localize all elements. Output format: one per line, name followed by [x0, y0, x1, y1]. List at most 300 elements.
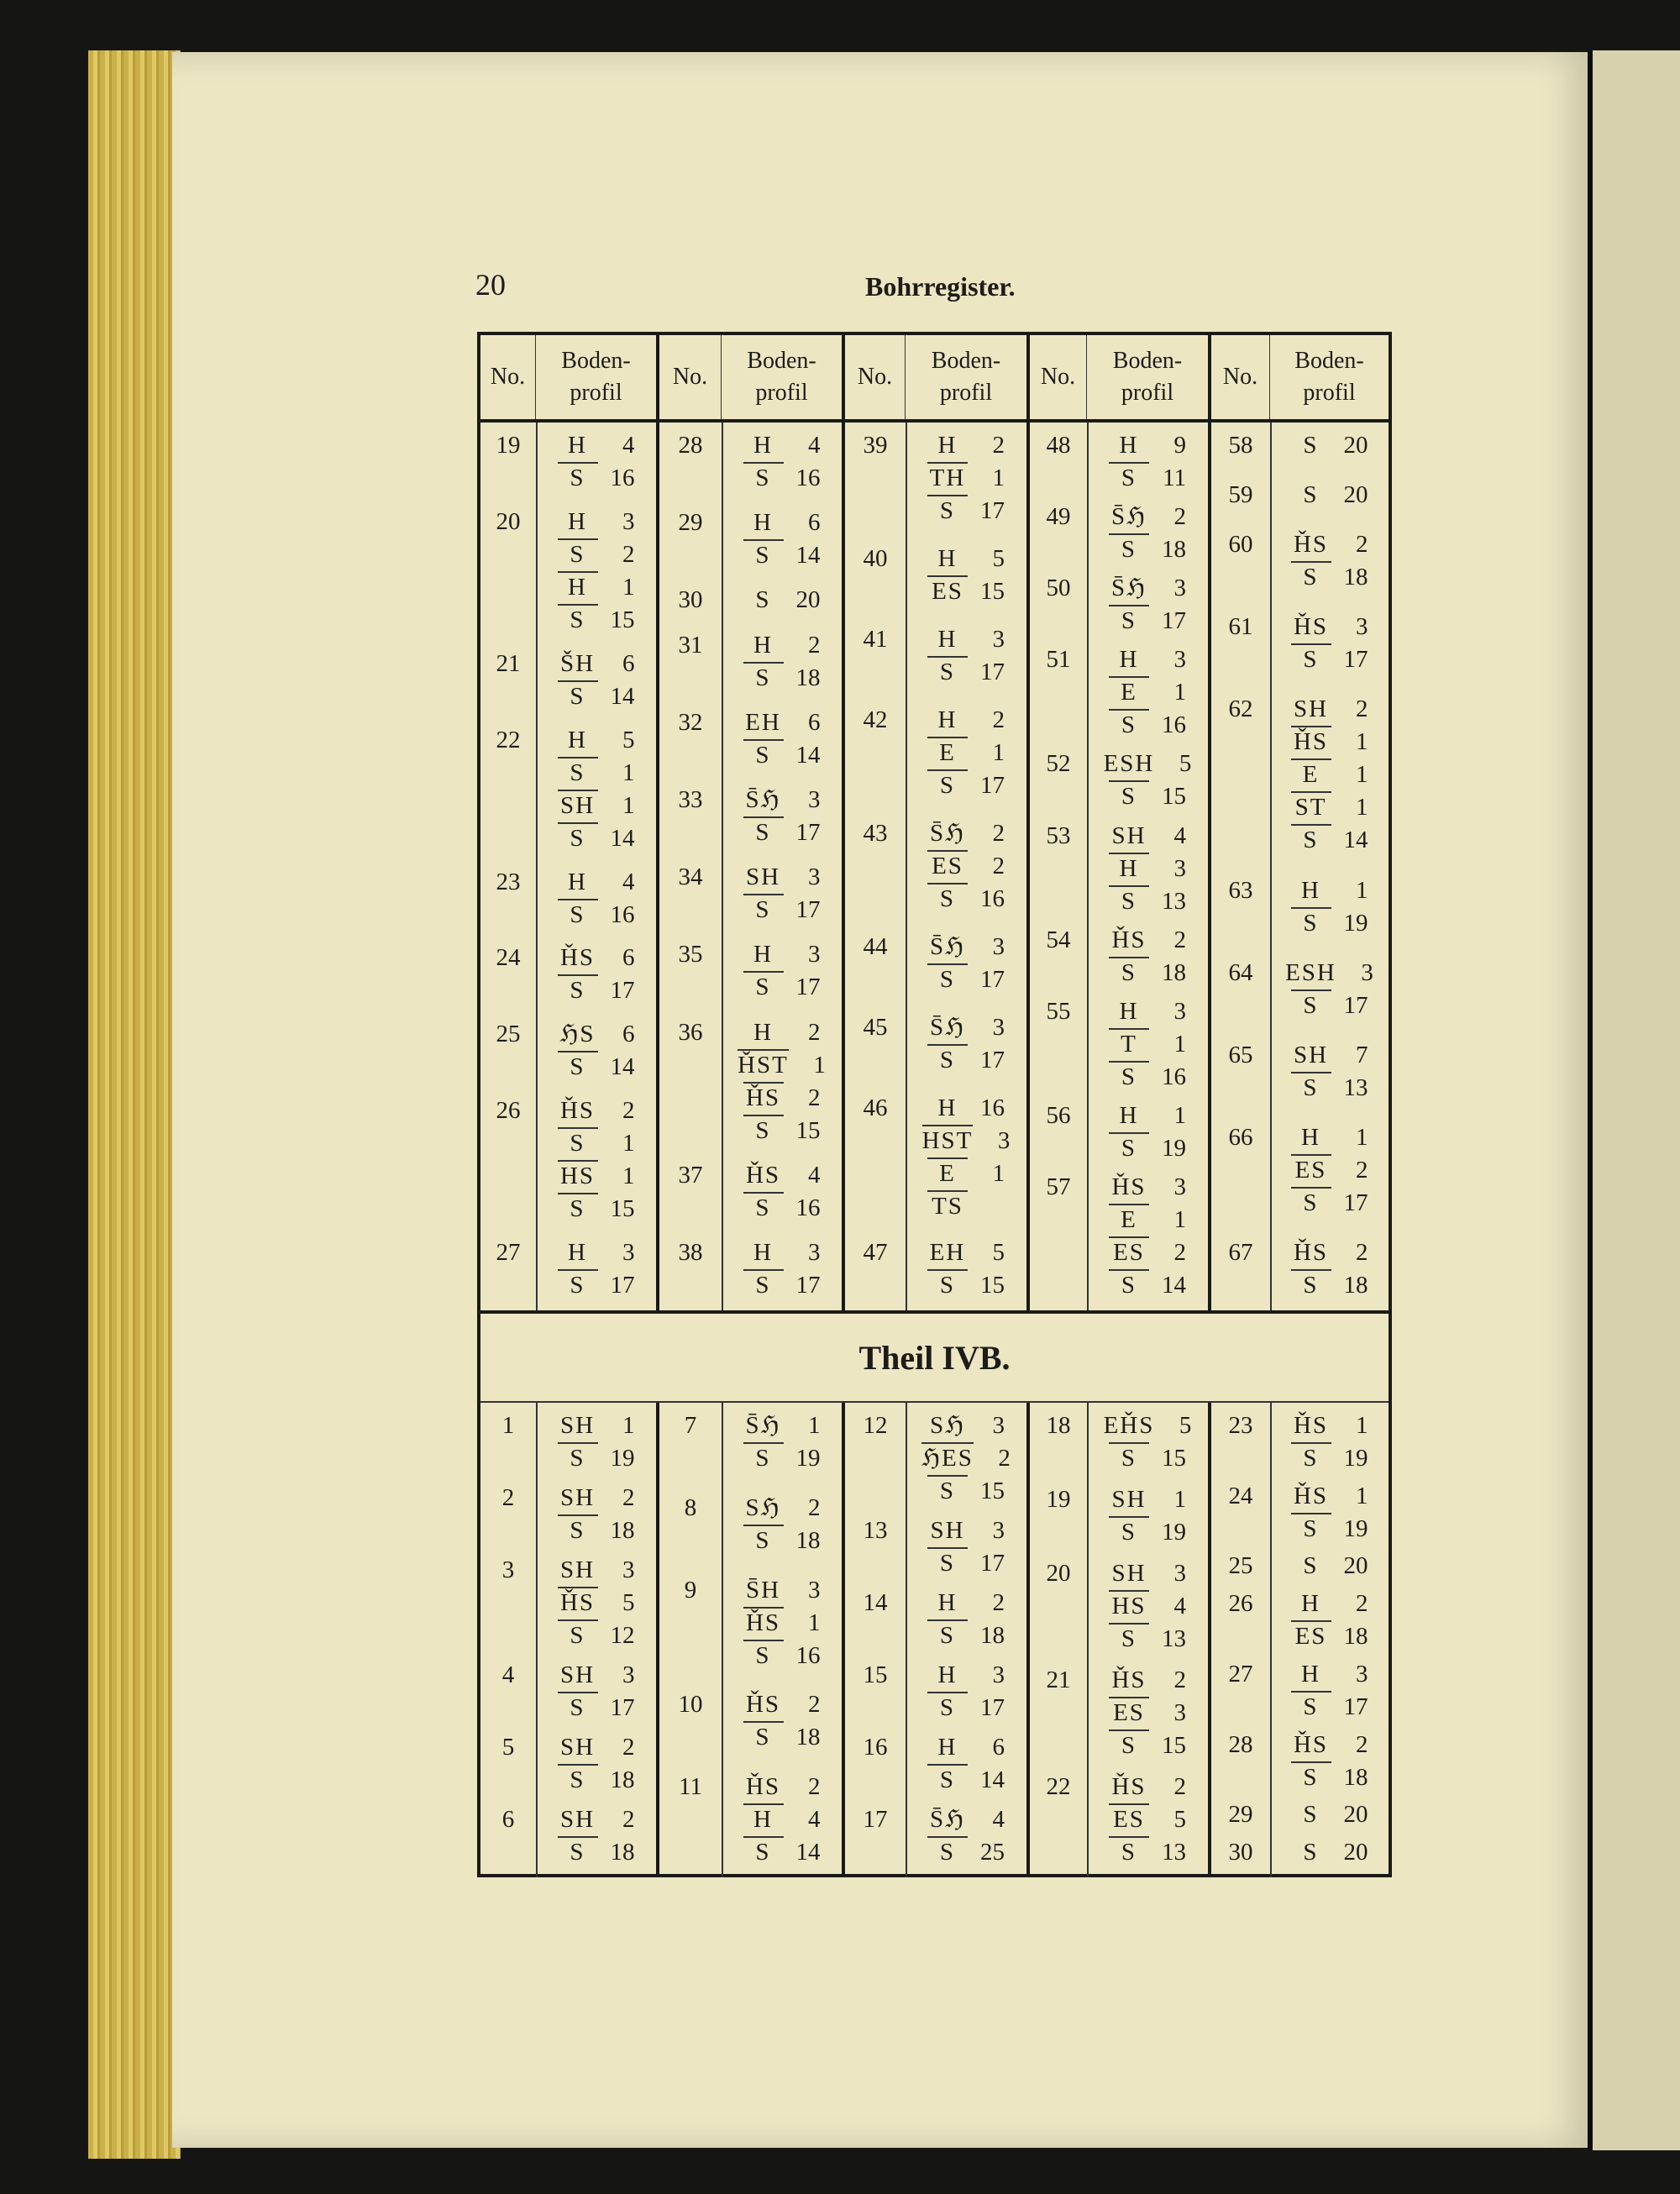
layer-depth: 17 — [980, 1694, 1005, 1721]
layer-depth: 2 — [808, 1773, 821, 1800]
header-profil: Boden- profil — [906, 335, 1030, 419]
layer-depth: 17 — [980, 497, 1005, 524]
boring-number: 7 — [684, 1412, 697, 1439]
profile-layer — [906, 1547, 1026, 1580]
profile-layer — [1087, 1483, 1208, 1516]
soil-profile — [536, 1554, 656, 1652]
table-entry — [480, 1554, 656, 1652]
layer-symbol: ȞS — [1293, 1482, 1329, 1509]
profile-layer — [1087, 1557, 1208, 1590]
soil-profile — [536, 1731, 656, 1797]
layer-depth: 1 — [1356, 728, 1368, 756]
profile-layer — [906, 462, 1026, 495]
soil-profile — [906, 543, 1026, 608]
profile-layer — [1270, 429, 1389, 462]
table-column-group — [480, 1403, 659, 1877]
layer-symbol: H — [937, 1589, 958, 1616]
layer-depth: 17 — [980, 1047, 1005, 1073]
layer-symbol: EH — [929, 1239, 966, 1266]
layer-depth: 3 — [808, 1238, 821, 1266]
layer-symbol: ES — [1109, 1236, 1149, 1269]
layer-depth: 16 — [1162, 1063, 1186, 1090]
header-profil: Boden- profil — [1294, 348, 1364, 406]
soil-profile — [1270, 1658, 1389, 1724]
layer-symbol: SH — [1293, 695, 1329, 723]
soil-profile — [722, 629, 842, 695]
layer-symbol: S — [1109, 780, 1149, 813]
profile-layer — [1087, 1204, 1208, 1236]
table-entry — [1211, 1409, 1389, 1475]
column-divider — [1087, 423, 1089, 1310]
layer-depth: 1 — [622, 1412, 635, 1439]
profile-layer — [536, 1619, 656, 1652]
table-entry — [1211, 611, 1389, 676]
layer-depth — [968, 1190, 1005, 1221]
layer-symbol: ESH — [1103, 750, 1155, 778]
layer-symbol: S — [1303, 481, 1319, 509]
layer-symbol: ȞS — [745, 1161, 781, 1189]
table-entry — [480, 506, 656, 637]
layer-depth: 17 — [1343, 1693, 1368, 1720]
layer-symbol: S — [1291, 1072, 1331, 1105]
layer-depth: 18 — [610, 1766, 635, 1793]
soil-profile — [536, 1482, 656, 1547]
layer-symbol: S — [1303, 432, 1319, 459]
table-header — [480, 335, 1389, 423]
profile-layer — [722, 1082, 842, 1115]
profile-layer — [1087, 1729, 1208, 1762]
layer-symbol: S — [1109, 1269, 1149, 1302]
layer-depth: 4 — [622, 432, 635, 459]
layer-symbol: S — [558, 822, 598, 855]
boring-number: 22 — [1046, 1773, 1071, 1800]
table-column-group — [659, 423, 845, 1310]
layer-depth: 5 — [1179, 750, 1192, 778]
profile-layer — [722, 861, 842, 894]
profile-layer — [1270, 758, 1389, 791]
boring-number: 42 — [863, 706, 888, 733]
table-entry — [480, 724, 656, 855]
soil-profile — [536, 1803, 656, 1869]
layer-depth: 1 — [808, 1412, 821, 1439]
layer-depth: 3 — [808, 941, 821, 968]
layer-symbol: ES — [1109, 1803, 1149, 1836]
layer-depth: 17 — [1343, 1189, 1368, 1216]
profile-layer — [536, 1127, 656, 1160]
boring-number: 46 — [863, 1094, 888, 1121]
table-entry — [659, 784, 842, 849]
layer-depth: 1 — [622, 1163, 635, 1190]
soil-profile — [536, 1409, 656, 1475]
boring-number: 57 — [1046, 1173, 1071, 1200]
boring-number: 34 — [678, 863, 703, 891]
layer-symbol: ESH — [1285, 958, 1336, 986]
boring-number: 22 — [496, 726, 521, 753]
table-entry — [845, 1514, 1026, 1580]
layer-symbol: S — [927, 1764, 968, 1797]
profile-layer — [1270, 1836, 1389, 1869]
soil-profile — [1087, 820, 1208, 918]
boring-number: 32 — [678, 708, 703, 736]
profile-layer — [1270, 1269, 1389, 1302]
profile-layer — [1087, 676, 1208, 709]
layer-depth: 1 — [1356, 794, 1368, 821]
profile-layer — [1270, 1072, 1389, 1105]
layer-depth: 3 — [1356, 613, 1368, 641]
boring-number: 26 — [496, 1097, 521, 1125]
table-entry — [845, 623, 1026, 689]
profile-layer — [1270, 1121, 1389, 1154]
layer-symbol: S — [743, 1442, 784, 1475]
boring-number: 19 — [496, 432, 521, 459]
table-column-group — [845, 1403, 1030, 1877]
boring-number: 27 — [1228, 1660, 1253, 1687]
layer-symbol: S — [1291, 1691, 1331, 1724]
layer-symbol: SH — [559, 1484, 596, 1511]
layer-depth: 3 — [1173, 1173, 1186, 1200]
soil-profile — [536, 1018, 656, 1084]
layer-symbol: S — [1303, 1838, 1319, 1866]
soil-profile — [1087, 1664, 1208, 1762]
boring-number: 13 — [863, 1517, 888, 1544]
table-entry — [845, 1587, 1026, 1652]
layer-depth: 3 — [1173, 1699, 1186, 1726]
layer-depth: 2 — [1173, 1666, 1186, 1693]
profile-layer — [536, 604, 656, 637]
soil-profile — [722, 1492, 842, 1557]
profile-layer — [1270, 479, 1389, 512]
table-entry — [1030, 1171, 1208, 1302]
layer-depth: 3 — [1173, 1560, 1186, 1587]
profile-layer — [722, 1442, 842, 1475]
soil-profile — [1270, 1236, 1389, 1302]
soil-profile — [722, 1574, 842, 1672]
layer-depth: 5 — [992, 1239, 1005, 1266]
boring-number: 20 — [1046, 1560, 1071, 1587]
boring-number: 29 — [1228, 1801, 1253, 1829]
layer-depth: 18 — [1162, 958, 1186, 986]
layer-depth: 1 — [992, 465, 1005, 491]
profile-layer — [906, 883, 1026, 916]
profile-layer — [906, 817, 1026, 850]
profile-layer — [906, 1731, 1026, 1764]
profile-layer — [536, 1514, 656, 1547]
layer-depth: 3 — [1361, 958, 1373, 986]
layer-symbol: H — [937, 706, 958, 733]
profile-layer — [722, 816, 842, 849]
soil-profile — [722, 938, 842, 1004]
layer-symbol: S — [1109, 957, 1149, 989]
profile-layer — [536, 1193, 656, 1226]
table-entry — [659, 629, 842, 695]
layer-symbol: ȞS — [1293, 613, 1329, 641]
layer-symbol: S — [927, 1836, 968, 1869]
soil-profile — [1270, 1121, 1389, 1220]
soil-profile — [906, 817, 1026, 916]
layer-depth: 1 — [1356, 876, 1368, 904]
column-divider — [1087, 1403, 1089, 1877]
layer-depth: 16 — [610, 465, 635, 491]
table-entry — [659, 1409, 842, 1475]
table-entry — [659, 1016, 842, 1147]
boring-number: 56 — [1046, 1101, 1071, 1129]
layer-symbol: ST — [1291, 791, 1331, 824]
profile-layer — [722, 462, 842, 495]
boring-number: 29 — [678, 509, 703, 537]
profile-layer — [906, 495, 1026, 528]
layer-depth: 1 — [1173, 679, 1186, 706]
profile-layer — [906, 575, 1026, 608]
soil-profile — [1087, 1100, 1208, 1165]
layer-depth: 2 — [992, 706, 1005, 733]
layer-depth: 4 — [1173, 821, 1186, 849]
table-entry — [1030, 1483, 1208, 1549]
layer-symbol: H — [937, 1094, 958, 1121]
layer-symbol: S̄ℌ — [929, 933, 965, 960]
table-entry — [480, 1731, 656, 1797]
table-entry — [1211, 1588, 1389, 1653]
profile-layer — [722, 706, 842, 739]
boring-number: 31 — [678, 631, 703, 659]
boring-number: 8 — [684, 1493, 697, 1521]
table-entry — [845, 1409, 1026, 1508]
layer-symbol: S — [743, 1269, 784, 1302]
layer-depth: 15 — [1162, 1732, 1186, 1759]
layer-symbol: SH — [559, 1556, 596, 1583]
soil-profile — [1270, 528, 1389, 594]
table-entry — [1030, 924, 1208, 989]
layer-symbol: S — [558, 1051, 598, 1084]
profile-layer — [722, 662, 842, 695]
soil-profile — [722, 784, 842, 849]
profile-layer — [1087, 643, 1208, 676]
profile-layer — [722, 1525, 842, 1557]
layer-symbol: ES — [927, 850, 968, 883]
boring-number: 63 — [1228, 876, 1253, 904]
profile-layer — [536, 1692, 656, 1724]
layer-depth: 13 — [1162, 887, 1186, 915]
soil-profile — [906, 1803, 1026, 1869]
profile-layer — [906, 704, 1026, 737]
table-entry — [659, 861, 842, 926]
layer-symbol: S — [558, 1619, 598, 1652]
layer-symbol: S — [1291, 561, 1331, 594]
profile-layer — [536, 1731, 656, 1764]
layer-symbol: S — [743, 1721, 784, 1754]
boring-number: 66 — [1228, 1123, 1253, 1151]
soil-profile — [536, 942, 656, 1007]
soil-profile — [722, 1236, 842, 1302]
soil-profile — [722, 1016, 842, 1147]
layer-depth: 1 — [622, 791, 635, 819]
layer-symbol: S — [1109, 605, 1149, 638]
layer-symbol: SH — [559, 1734, 596, 1761]
profile-layer — [1087, 1590, 1208, 1623]
boring-number: 59 — [1228, 481, 1253, 509]
profile-layer — [722, 1115, 842, 1147]
layer-symbol: ȞS — [1111, 1773, 1147, 1800]
profile-layer — [906, 931, 1026, 963]
layer-depth: 17 — [610, 977, 635, 1005]
profile-layer — [1270, 1442, 1389, 1475]
table-entry — [845, 543, 1026, 608]
profile-layer — [1270, 957, 1389, 989]
layer-symbol: HS — [558, 1160, 598, 1193]
column-divider — [906, 423, 907, 1310]
profile-layer — [1087, 605, 1208, 638]
boring-number: 51 — [1046, 646, 1071, 674]
layer-depth: 17 — [795, 896, 821, 924]
table-entry — [845, 931, 1026, 996]
boring-number: 41 — [863, 626, 888, 653]
profile-layer — [1087, 533, 1208, 566]
layer-depth: 15 — [610, 1195, 635, 1223]
layer-symbol: E — [1109, 676, 1149, 709]
profile-layer — [906, 1157, 1026, 1190]
boring-number: 26 — [1228, 1590, 1253, 1618]
table-entry — [1211, 1480, 1389, 1546]
soil-profile — [722, 584, 842, 617]
layer-depth: 2 — [808, 1084, 821, 1111]
layer-depth: 14 — [1162, 1271, 1186, 1299]
table-entry — [1211, 479, 1389, 512]
profile-layer — [536, 757, 656, 790]
layer-depth: 18 — [1343, 1623, 1368, 1651]
running-title: Bohrregister. — [865, 271, 1016, 302]
profile-layer — [1087, 1100, 1208, 1132]
boring-number: 25 — [1228, 1552, 1253, 1580]
profile-layer — [906, 1692, 1026, 1724]
profile-layer — [722, 739, 842, 772]
layer-symbol: S — [1291, 824, 1331, 857]
layer-symbol: S — [1109, 885, 1149, 918]
layer-symbol: H — [568, 432, 587, 459]
layer-depth: 1 — [1356, 1412, 1368, 1439]
layer-symbol: S — [927, 883, 968, 916]
boring-number: 5 — [501, 1734, 515, 1761]
table-entry — [845, 1803, 1026, 1869]
soil-profile — [1087, 572, 1208, 638]
layer-symbol: ȞS — [1293, 1730, 1329, 1758]
layer-depth: 2 — [1356, 531, 1368, 559]
table-entry — [1211, 1729, 1389, 1794]
soil-profile — [1270, 1729, 1389, 1794]
soil-profile — [1270, 874, 1389, 940]
profile-layer — [906, 1619, 1026, 1652]
boring-number: 19 — [1046, 1486, 1071, 1513]
layer-depth: 20 — [1343, 481, 1368, 509]
profile-layer — [1270, 1620, 1389, 1653]
profile-layer — [1270, 726, 1389, 758]
boring-number: 15 — [863, 1661, 888, 1688]
layer-depth: 16 — [1162, 711, 1186, 739]
profile-layer — [906, 623, 1026, 656]
header-profil: Boden- profil — [722, 335, 845, 419]
profile-layer — [536, 1764, 656, 1797]
layer-depth: 3 — [1173, 997, 1186, 1025]
layer-symbol: S — [558, 462, 598, 495]
table-entry — [845, 704, 1026, 802]
table-entry — [480, 429, 656, 495]
table-column-group — [1030, 423, 1211, 1310]
layer-symbol: E — [927, 1157, 968, 1190]
soil-profile — [906, 1092, 1026, 1221]
layer-symbol: S — [1109, 1729, 1149, 1762]
layer-symbol: S̄ℌ — [929, 820, 965, 847]
layer-depth: 17 — [980, 659, 1005, 685]
profile-layer — [536, 538, 656, 571]
layer-depth: 2 — [622, 540, 635, 568]
layer-depth: 14 — [610, 1053, 635, 1081]
profile-layer — [906, 1269, 1026, 1302]
layer-symbol: S — [927, 1692, 968, 1724]
boring-number: 35 — [678, 941, 703, 968]
layer-depth: 20 — [1343, 432, 1368, 459]
profile-layer — [906, 543, 1026, 575]
table-entry — [1211, 957, 1389, 1022]
profile-layer — [536, 1659, 656, 1692]
profile-layer — [536, 1803, 656, 1836]
layer-symbol: S — [743, 816, 784, 849]
layer-symbol: H — [568, 1239, 587, 1266]
layer-symbol: H — [937, 626, 958, 653]
layer-symbol: S — [558, 1269, 598, 1302]
profile-layer — [722, 1192, 842, 1225]
layer-depth: 18 — [610, 1517, 635, 1544]
soil-profile — [536, 1094, 656, 1226]
soil-profile — [536, 724, 656, 855]
boring-number: 11 — [679, 1773, 702, 1800]
profile-layer — [536, 1836, 656, 1869]
soil-profile — [722, 1688, 842, 1754]
profile-layer — [1270, 1761, 1389, 1794]
boring-number: 27 — [496, 1239, 521, 1266]
layer-depth: 17 — [980, 966, 1005, 993]
layer-depth: 18 — [1343, 564, 1368, 591]
layer-symbol: S — [1109, 1132, 1149, 1165]
layer-symbol: S — [558, 538, 598, 571]
soil-profile — [722, 861, 842, 926]
layer-symbol: S̄ℌ — [1110, 503, 1147, 531]
layer-depth: 19 — [1343, 1445, 1368, 1472]
layer-depth: 16 — [795, 465, 821, 491]
profile-layer — [1087, 853, 1208, 885]
soil-profile — [722, 507, 842, 572]
layer-depth: 6 — [622, 944, 635, 972]
layer-symbol: H — [1301, 876, 1320, 904]
layer-depth: 19 — [795, 1445, 821, 1472]
profile-layer — [1270, 989, 1389, 1022]
layer-depth: 3 — [808, 863, 821, 891]
layer-symbol: H — [743, 1803, 784, 1836]
table-entry — [1211, 528, 1389, 594]
profile-layer — [722, 629, 842, 662]
layer-depth: 18 — [980, 1622, 1005, 1649]
layer-depth: 3 — [992, 933, 1005, 960]
table-entry — [480, 1482, 656, 1547]
layer-depth: 4 — [808, 432, 821, 459]
layer-symbol: ŠH — [559, 649, 596, 677]
layer-depth: 1 — [622, 573, 635, 601]
layer-symbol: S — [1291, 1187, 1331, 1220]
layer-depth: 5 — [1179, 1412, 1192, 1439]
soil-profile — [536, 506, 656, 637]
layer-depth: 14 — [795, 1839, 821, 1866]
profile-layer — [1087, 1028, 1208, 1061]
profile-layer — [906, 963, 1026, 996]
profile-layer — [1270, 561, 1389, 594]
layer-depth: 5 — [622, 1589, 635, 1616]
